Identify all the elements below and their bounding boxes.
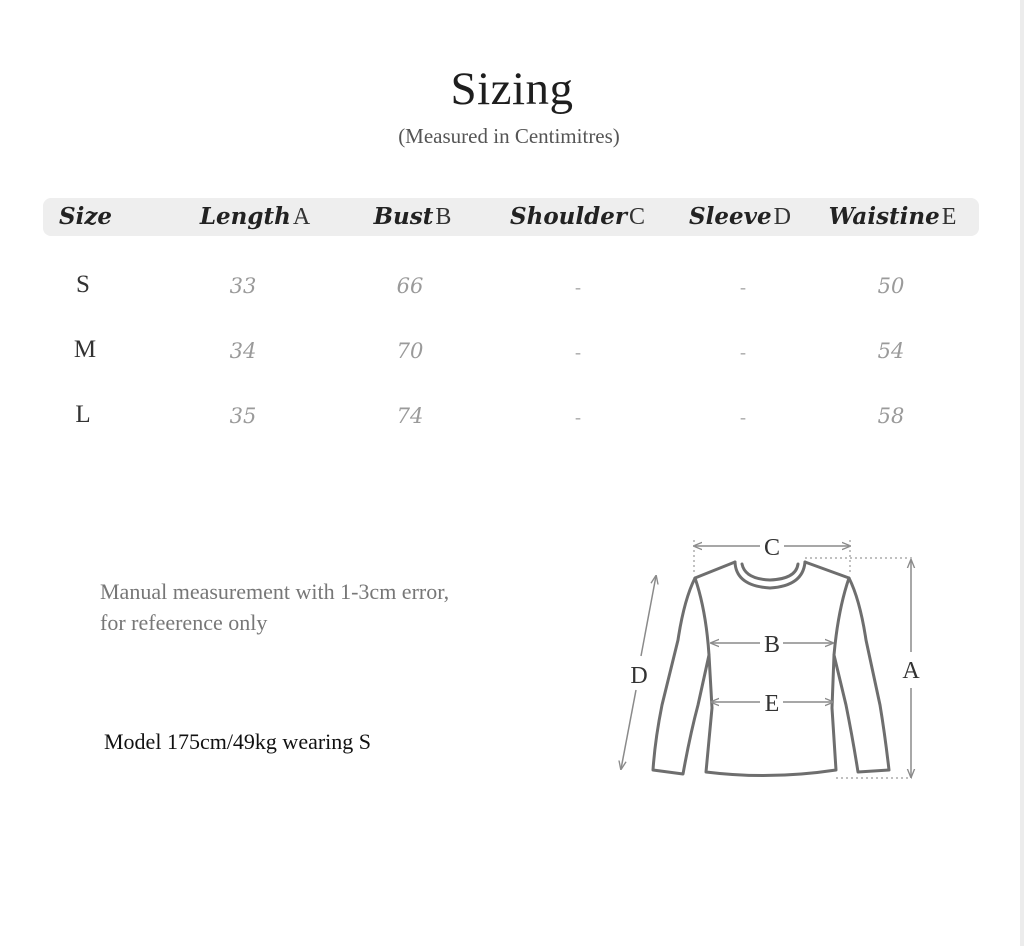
header-sleeve-label: Sleeve: [689, 203, 772, 230]
cell-bust-s: 66: [396, 274, 424, 298]
label-a: A: [902, 658, 920, 684]
cell-waistine-s: 50: [877, 274, 905, 298]
cell-sleeve-l: -: [740, 407, 746, 427]
header-waistine: [815, 198, 970, 236]
sleeve-arrow-top: [641, 576, 656, 656]
cell-length-l: 35: [229, 404, 257, 428]
label-c: C: [763, 535, 781, 561]
header-length-label: Length: [199, 203, 291, 230]
header-size: [43, 198, 128, 236]
cell-sleeve-s: -: [740, 277, 746, 297]
header-size-label: Size: [58, 203, 113, 230]
measurement-note: [100, 576, 540, 638]
header-length-letter: A: [292, 204, 311, 230]
header-shoulder-label: Shoulder: [510, 203, 627, 230]
label-d: D: [630, 663, 648, 689]
sweater-outline-icon: [653, 562, 889, 776]
cell-length-m: 34: [229, 339, 257, 363]
cell-shoulder-s: -: [575, 277, 581, 297]
header-waistine-label: Waistine: [828, 203, 940, 230]
note-line-1: Manual measurement with 1-3cm error,: [100, 579, 450, 604]
header-bust: [350, 198, 475, 236]
cell-sleeve-m: -: [740, 342, 746, 362]
cell-bust-l: 74: [396, 404, 424, 428]
cell-waistine-m: 54: [877, 339, 905, 363]
cell-shoulder-m: -: [575, 342, 581, 362]
header-shoulder-letter: C: [628, 204, 645, 230]
page-edge: [1020, 0, 1024, 946]
header-bust-letter: B: [435, 204, 452, 230]
sleeve-arrow-bottom: [621, 690, 636, 769]
header-length: [180, 198, 330, 236]
row-size-m: M: [73, 336, 97, 363]
label-e: E: [764, 691, 780, 717]
garment-measurement-diagram: [600, 520, 940, 800]
row-size-l: L: [75, 401, 91, 428]
cell-length-s: 33: [229, 274, 257, 298]
label-b: B: [763, 632, 781, 658]
cell-bust-m: 70: [396, 339, 424, 363]
header-sleeve: [675, 198, 805, 236]
cell-waistine-l: 58: [877, 404, 905, 428]
row-size-s: S: [76, 271, 90, 298]
model-info: Model 175cm/49kg wearing S: [104, 729, 372, 754]
cell-shoulder-l: -: [575, 407, 581, 427]
header-waistine-letter: E: [941, 204, 957, 230]
header-bust-label: Bust: [373, 203, 434, 230]
page-title: Sizing: [450, 63, 574, 115]
note-line-2: for refeerence only: [100, 610, 268, 635]
page-subtitle: (Measured in Centimitres): [398, 124, 620, 148]
header-sleeve-letter: D: [773, 204, 791, 230]
header-shoulder: [490, 198, 665, 236]
